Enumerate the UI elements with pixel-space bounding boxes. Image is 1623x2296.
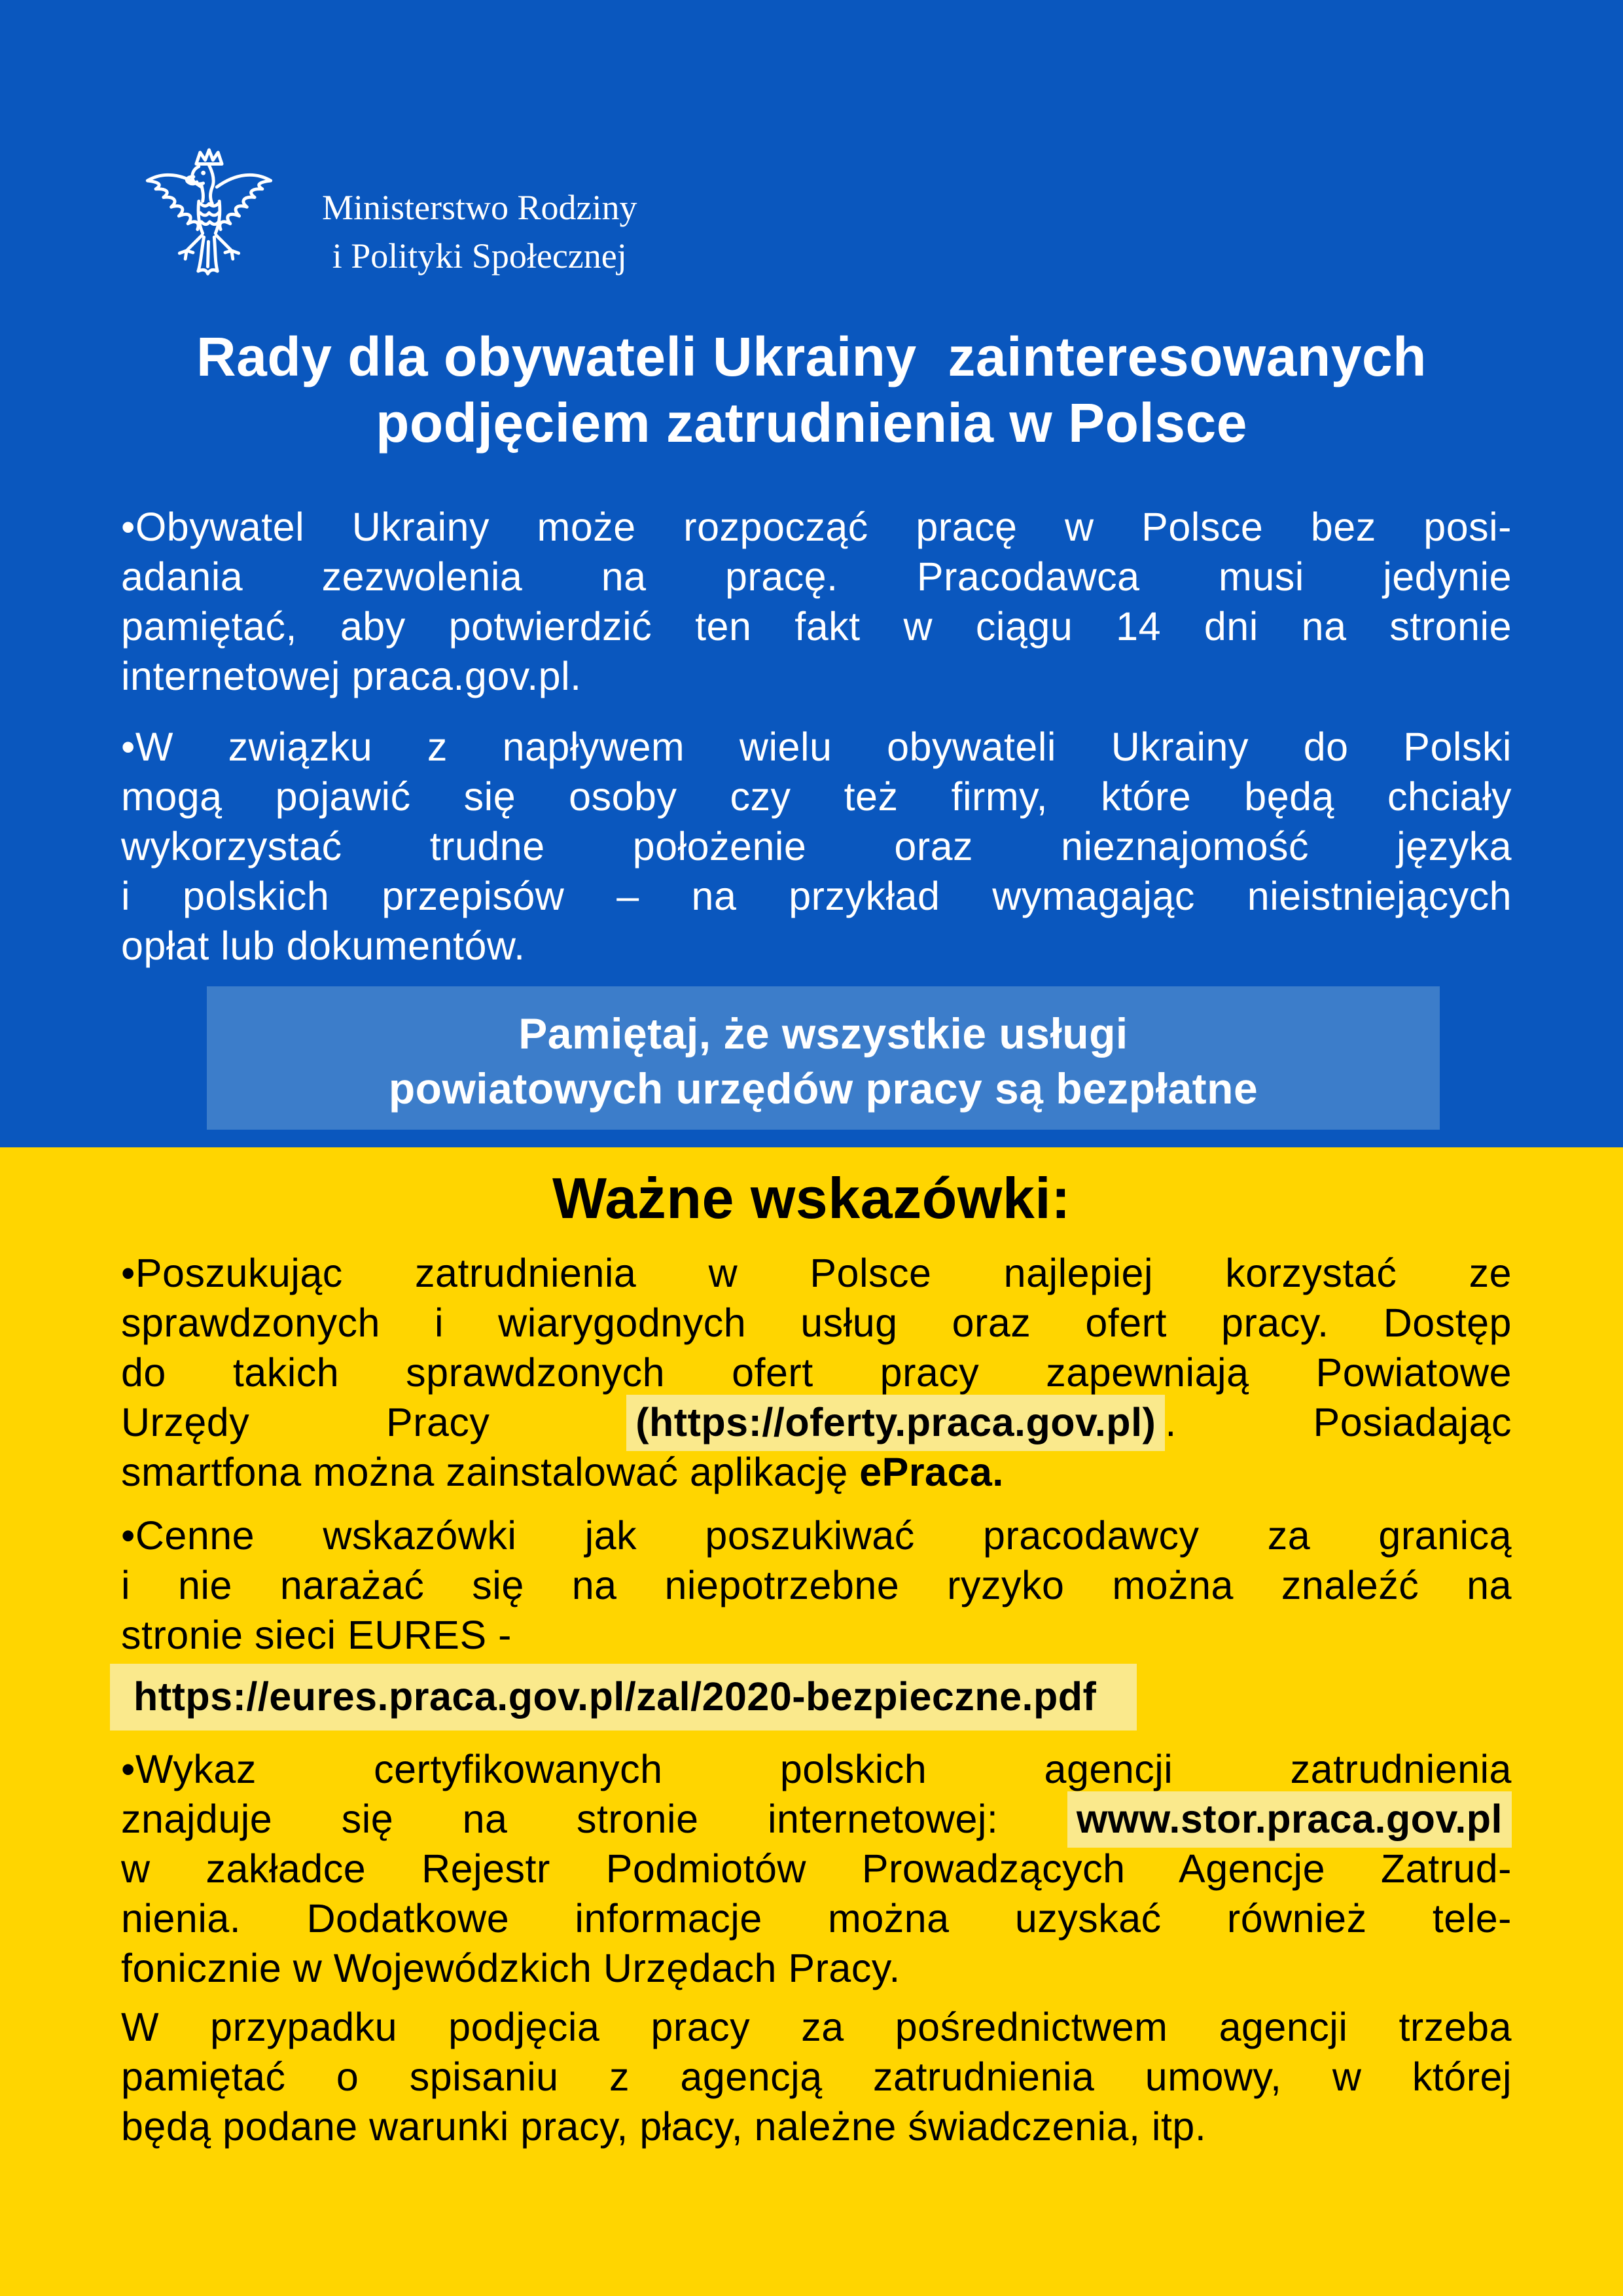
text-line: i polskich przepisów – na przykład wymagając nieistniejących (121, 874, 1512, 918)
poster-title-line1: Rady dla obywateli Ukrainy zainteresowanych (196, 326, 1427, 387)
text-line: adania zezwolenia na pracę. Pracodawca musi jedynie (121, 554, 1512, 599)
text-line: nienia. Dodatkowe informacje można uzyskać również tele- (121, 1896, 1512, 1941)
ministry-name-line2: i Polityki Społecznej (332, 236, 627, 276)
poster-title (0, 324, 1623, 456)
bullet-paragraph-work-permit (121, 502, 1512, 701)
text-segment: . Posiadając (1165, 1400, 1512, 1444)
text-line: fonicznie w Wojewódzkich Urzędach Pracy. (121, 1946, 901, 1990)
text-line: w zakładce Rejestr Podmiotów Prowadzących Agencje Zatrud- (121, 1846, 1512, 1891)
ministry-name-line1: Ministerstwo Rodziny (322, 188, 637, 227)
text-segment: znajduje się na stronie internetowej: (121, 1797, 1067, 1841)
free-services-info-box (207, 986, 1440, 1130)
text-line (121, 1794, 1512, 1844)
text-line: pamiętać o spisaniu z agencją zatrudnienia umowy, w której (121, 2054, 1512, 2099)
oferty-praca-link[interactable]: (https://oferty.praca.gov.pl) (626, 1395, 1165, 1451)
text-line: •Obywatel Ukrainy może rozpocząć pracę w Polsce bez posi- (121, 505, 1512, 549)
text-line: wykorzystać trudne położenie oraz nieznajomość języka (121, 824, 1512, 869)
text-line (121, 1664, 1512, 1731)
text-line: •Wykaz certyfikowanych polskich agencji zatrudnienia (121, 1747, 1512, 1791)
text-line: sprawdzonych i wiarygodnych usług oraz ofert pracy. Dostęp (121, 1300, 1512, 1345)
info-box-line2: powiatowych urzędów pracy są bezpłatne (388, 1064, 1258, 1113)
blue-section (0, 0, 1623, 1147)
epraca-app-name: ePraca. (859, 1450, 1004, 1494)
text-line: pamiętać, aby potwierdzić ten fakt w ciągu 14 dni na stronie (121, 604, 1512, 649)
ministry-logo (136, 147, 1623, 285)
text-line (121, 1447, 1512, 1497)
bullet-paragraph-warning (121, 722, 1512, 971)
stor-praca-link[interactable]: www.stor.praca.gov.pl (1067, 1791, 1512, 1848)
eures-pdf-link[interactable]: https://eures.praca.gov.pl/zal/2020-bezpieczne.pdf (110, 1664, 1137, 1731)
yellow-section (0, 1147, 1623, 2296)
bullet-paragraph-eures (121, 1511, 1512, 1731)
bullet-paragraph-agencies (121, 1744, 1512, 1993)
text-line: •W związku z napływem wielu obywateli Ukrainy do Polski (121, 725, 1512, 769)
text-line: do takich sprawdzonych ofert pracy zapewniają Powiatowe (121, 1350, 1512, 1395)
ministry-name (322, 183, 637, 280)
section-heading: Ważne wskazówki: (552, 1166, 1071, 1230)
bullet-paragraph-job-offers (121, 1248, 1512, 1497)
text-line: •Poszukując zatrudnienia w Polsce najlepiej korzystać ze (121, 1251, 1512, 1295)
text-segment: smartfona można zainstalować aplikację (121, 1450, 860, 1494)
text-line: •Cenne wskazówki jak poszukiwać pracodawcy za granicą (121, 1513, 1512, 1558)
polish-eagle-icon (136, 147, 279, 282)
text-line: internetowej praca.gov.pl. (121, 654, 582, 698)
text-line: W przypadku podjęcia pracy za pośrednictwem agencji trzeba (121, 2005, 1512, 2049)
text-line: będą podane warunki pracy, płacy, należne świadczenia, itp. (121, 2104, 1207, 2149)
text-segment: Urzędy Pracy (121, 1400, 627, 1444)
paragraph-agency-contract (121, 2002, 1512, 2151)
text-line: opłat lub dokumentów. (121, 924, 526, 968)
text-line (121, 1397, 1512, 1447)
text-line: stronie sieci EURES - (121, 1613, 512, 1657)
text-line: i nie narażać się na niepotrzebne ryzyko można znaleźć na (121, 1563, 1512, 1607)
info-box-line1: Pamiętaj, że wszystkie usługi (518, 1009, 1128, 1058)
poster-title-line2: podjęciem zatrudnienia w Polsce (376, 392, 1247, 454)
text-line: mogą pojawić się osoby czy też firmy, które będą chciały (121, 774, 1512, 819)
